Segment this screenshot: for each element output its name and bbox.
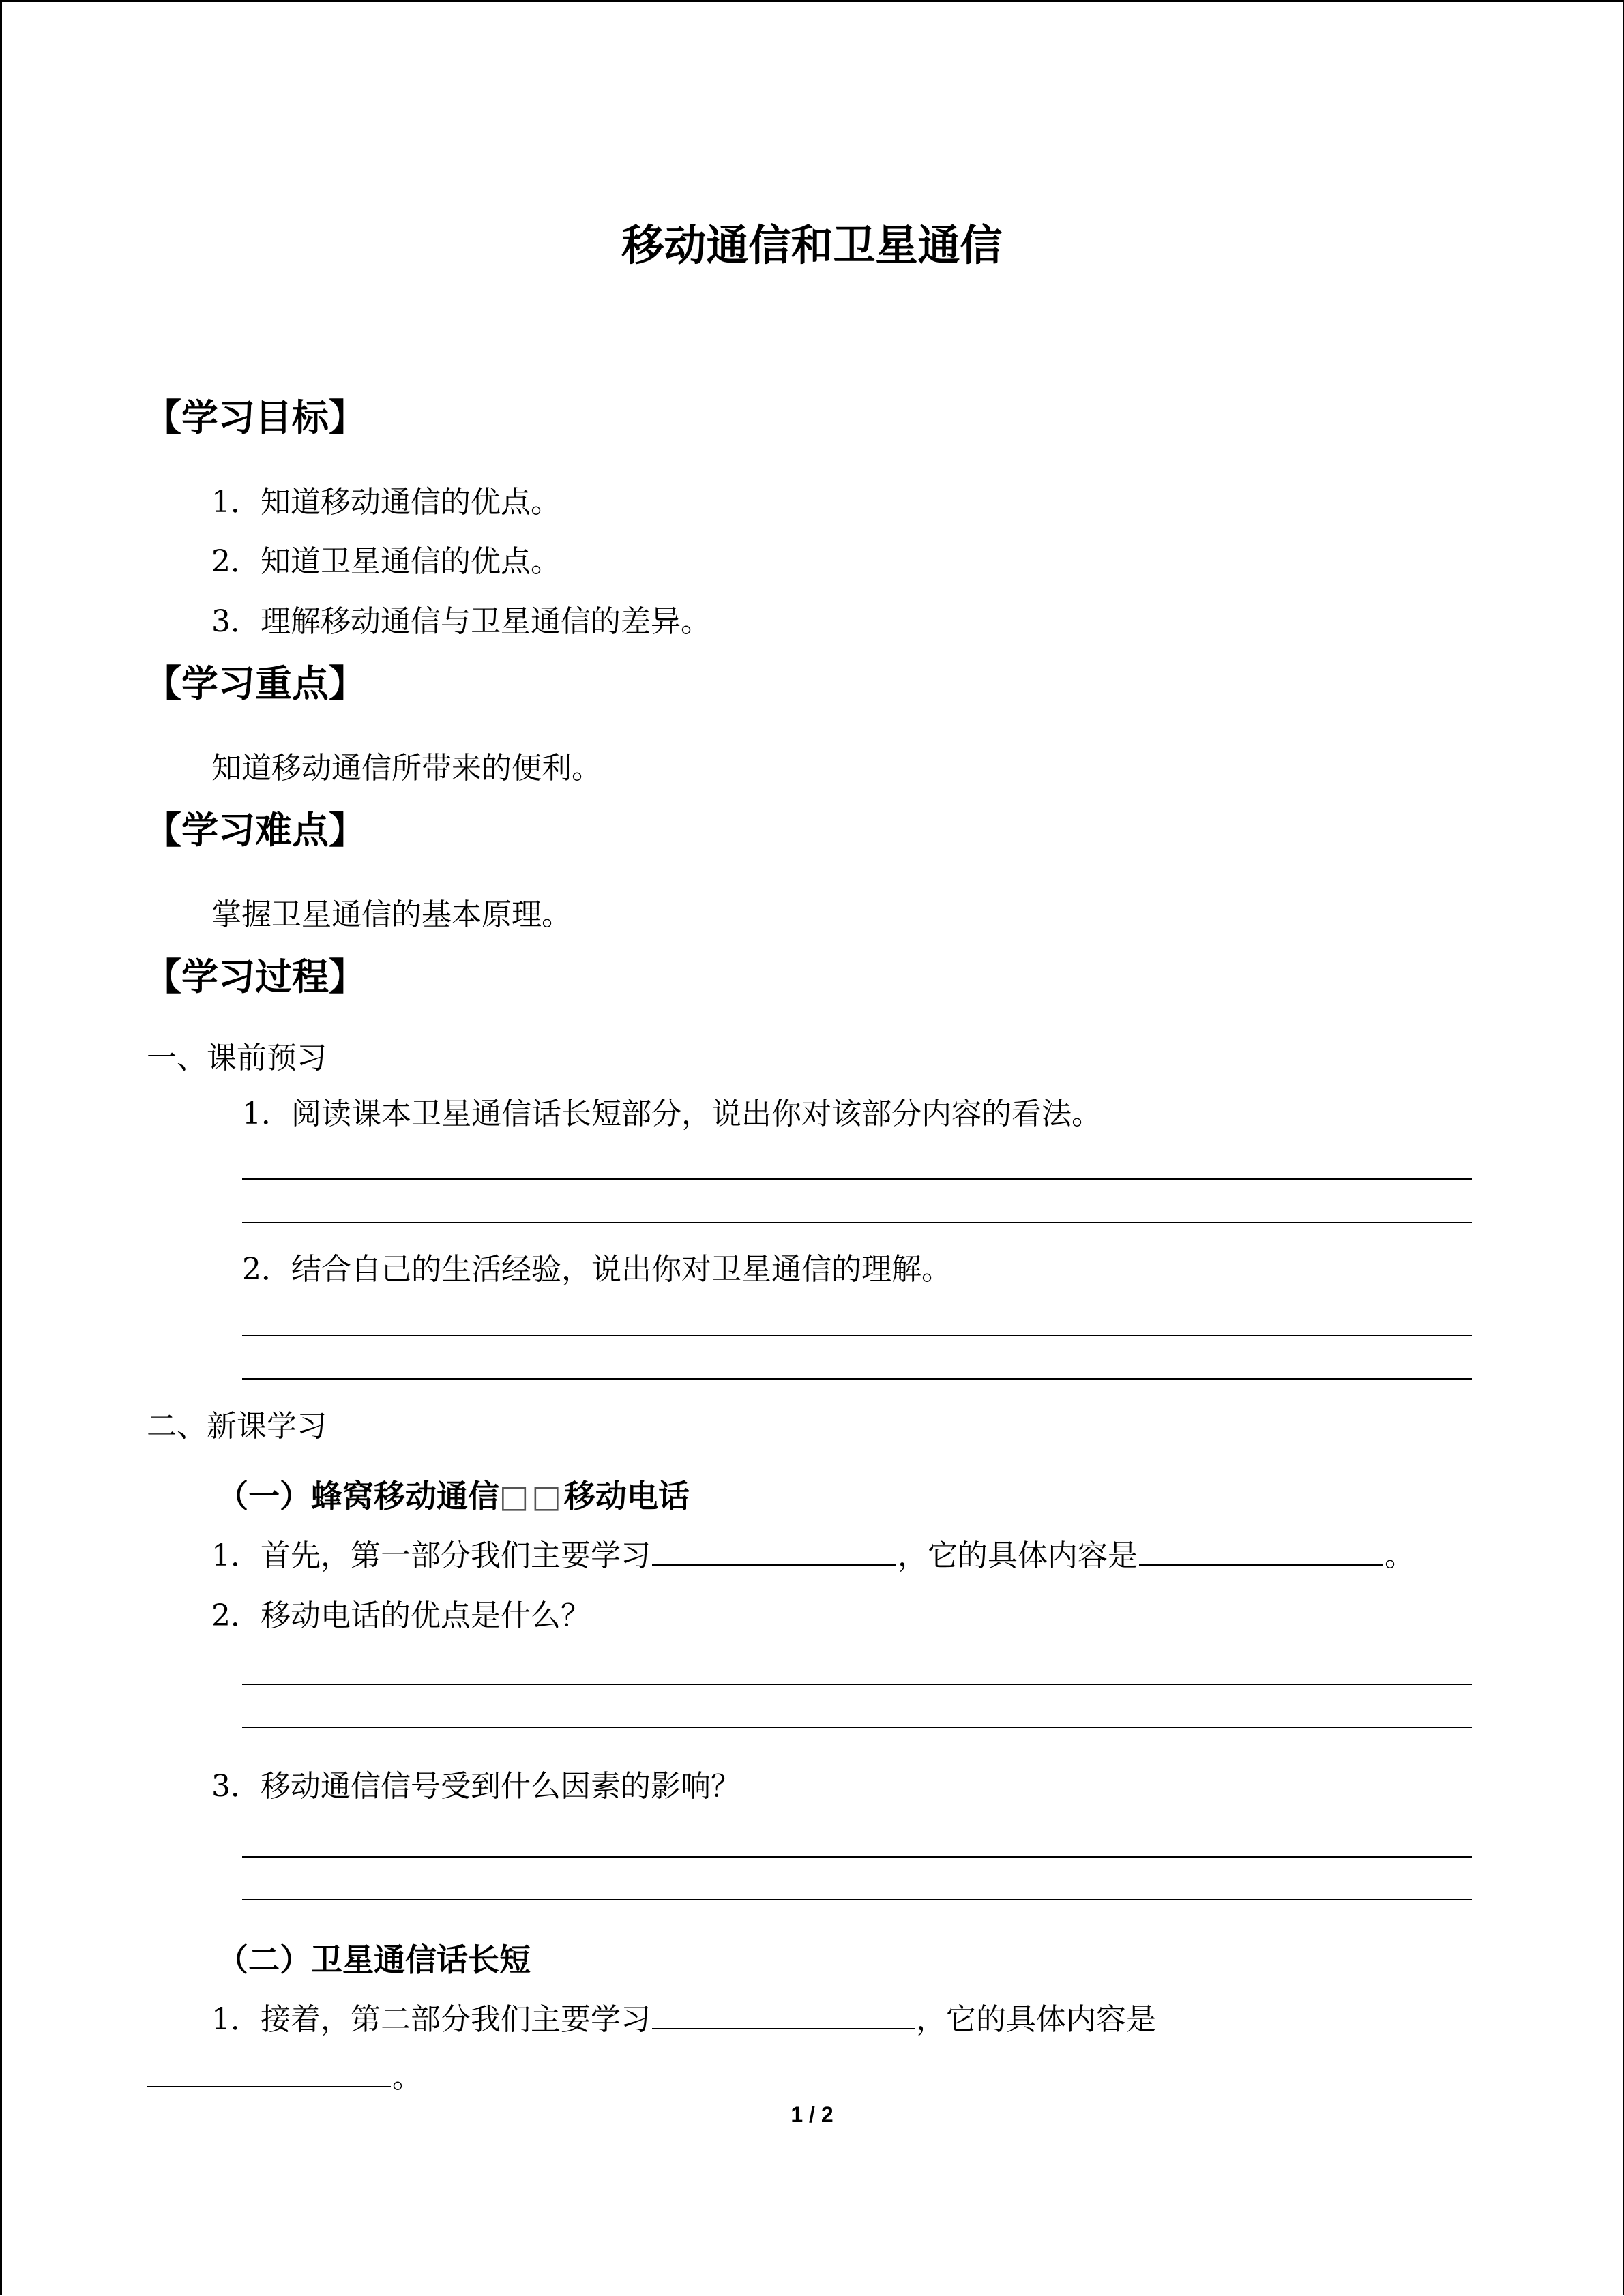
answer-line[interactable] <box>242 1222 1472 1223</box>
difficulty-text: 掌握卫星通信的基本原理。 <box>211 897 572 932</box>
part1-heading-b: 移动电话 <box>563 1478 690 1515</box>
part1-q1-text-c: 。 <box>1385 1538 1415 1573</box>
fill-in-blank[interactable] <box>147 2059 391 2087</box>
section-heading-difficulty: 【学习难点】 <box>145 809 366 852</box>
answer-line[interactable] <box>242 1378 1472 1380</box>
part1-heading <box>217 1472 690 1517</box>
part1-question-3: 3．移动通信信号受到什么因素的影响？ <box>211 1769 741 1804</box>
fill-in-blank[interactable] <box>652 1537 896 1566</box>
section-heading-goals: 【学习目标】 <box>145 396 366 439</box>
goal-item-2: 2．知道卫星通信的优点。 <box>211 544 561 579</box>
key-point-text: 知道移动通信所带来的便利。 <box>211 751 602 786</box>
goal-item-3: 3．理解移动通信与卫星通信的差异。 <box>211 604 711 639</box>
part2-q1-text-b: ，它的具体内容是 <box>916 2002 1156 2037</box>
new-lesson-heading: 二、新课学习 <box>147 1409 327 1444</box>
part2-q1-text-c: 。 <box>392 2060 422 2095</box>
answer-line[interactable] <box>242 1178 1472 1180</box>
fill-in-blank[interactable] <box>652 2001 915 2029</box>
part2-q1-text-a: 1．接着，第二部分我们主要学习 <box>211 2002 651 2037</box>
part2-question-1 <box>211 1995 1156 2038</box>
preview-heading: 一、课前预习 <box>147 1041 327 1075</box>
section-heading-key-point: 【学习重点】 <box>145 662 366 705</box>
part2-heading: （二）卫星通信话长短 <box>217 1941 531 1978</box>
answer-line[interactable] <box>242 1899 1472 1900</box>
section-heading-process: 【学习过程】 <box>145 955 366 998</box>
part1-question-1 <box>211 1531 1415 1575</box>
preview-question-1: 1．阅读课本卫星通信话长短部分，说出你对该部分内容的看法。 <box>242 1097 1102 1131</box>
fill-in-blank[interactable] <box>1139 1537 1383 1566</box>
answer-line[interactable] <box>242 1727 1472 1728</box>
part1-heading-a: （一）蜂窝移动通信 <box>217 1478 499 1515</box>
part1-question-2: 2．移动电话的优点是什么？ <box>211 1598 591 1633</box>
page-number: 1 / 2 <box>791 2102 833 2127</box>
part2-question-1-continued <box>147 2053 422 2096</box>
part1-q1-text-b: ，它的具体内容是 <box>898 1538 1138 1573</box>
goal-item-1: 1．知道移动通信的优点。 <box>211 485 561 520</box>
document-title: 移动通信和卫星通信 <box>621 220 1003 270</box>
part1-q1-text-a: 1．首先，第一部分我们主要学习 <box>211 1538 651 1573</box>
missing-glyph-boxes: □□ <box>499 1478 564 1515</box>
preview-question-2: 2．结合自己的生活经验，说出你对卫星通信的理解。 <box>242 1252 951 1287</box>
answer-line[interactable] <box>242 1684 1472 1685</box>
answer-line[interactable] <box>242 1856 1472 1858</box>
answer-line[interactable] <box>242 1335 1472 1336</box>
